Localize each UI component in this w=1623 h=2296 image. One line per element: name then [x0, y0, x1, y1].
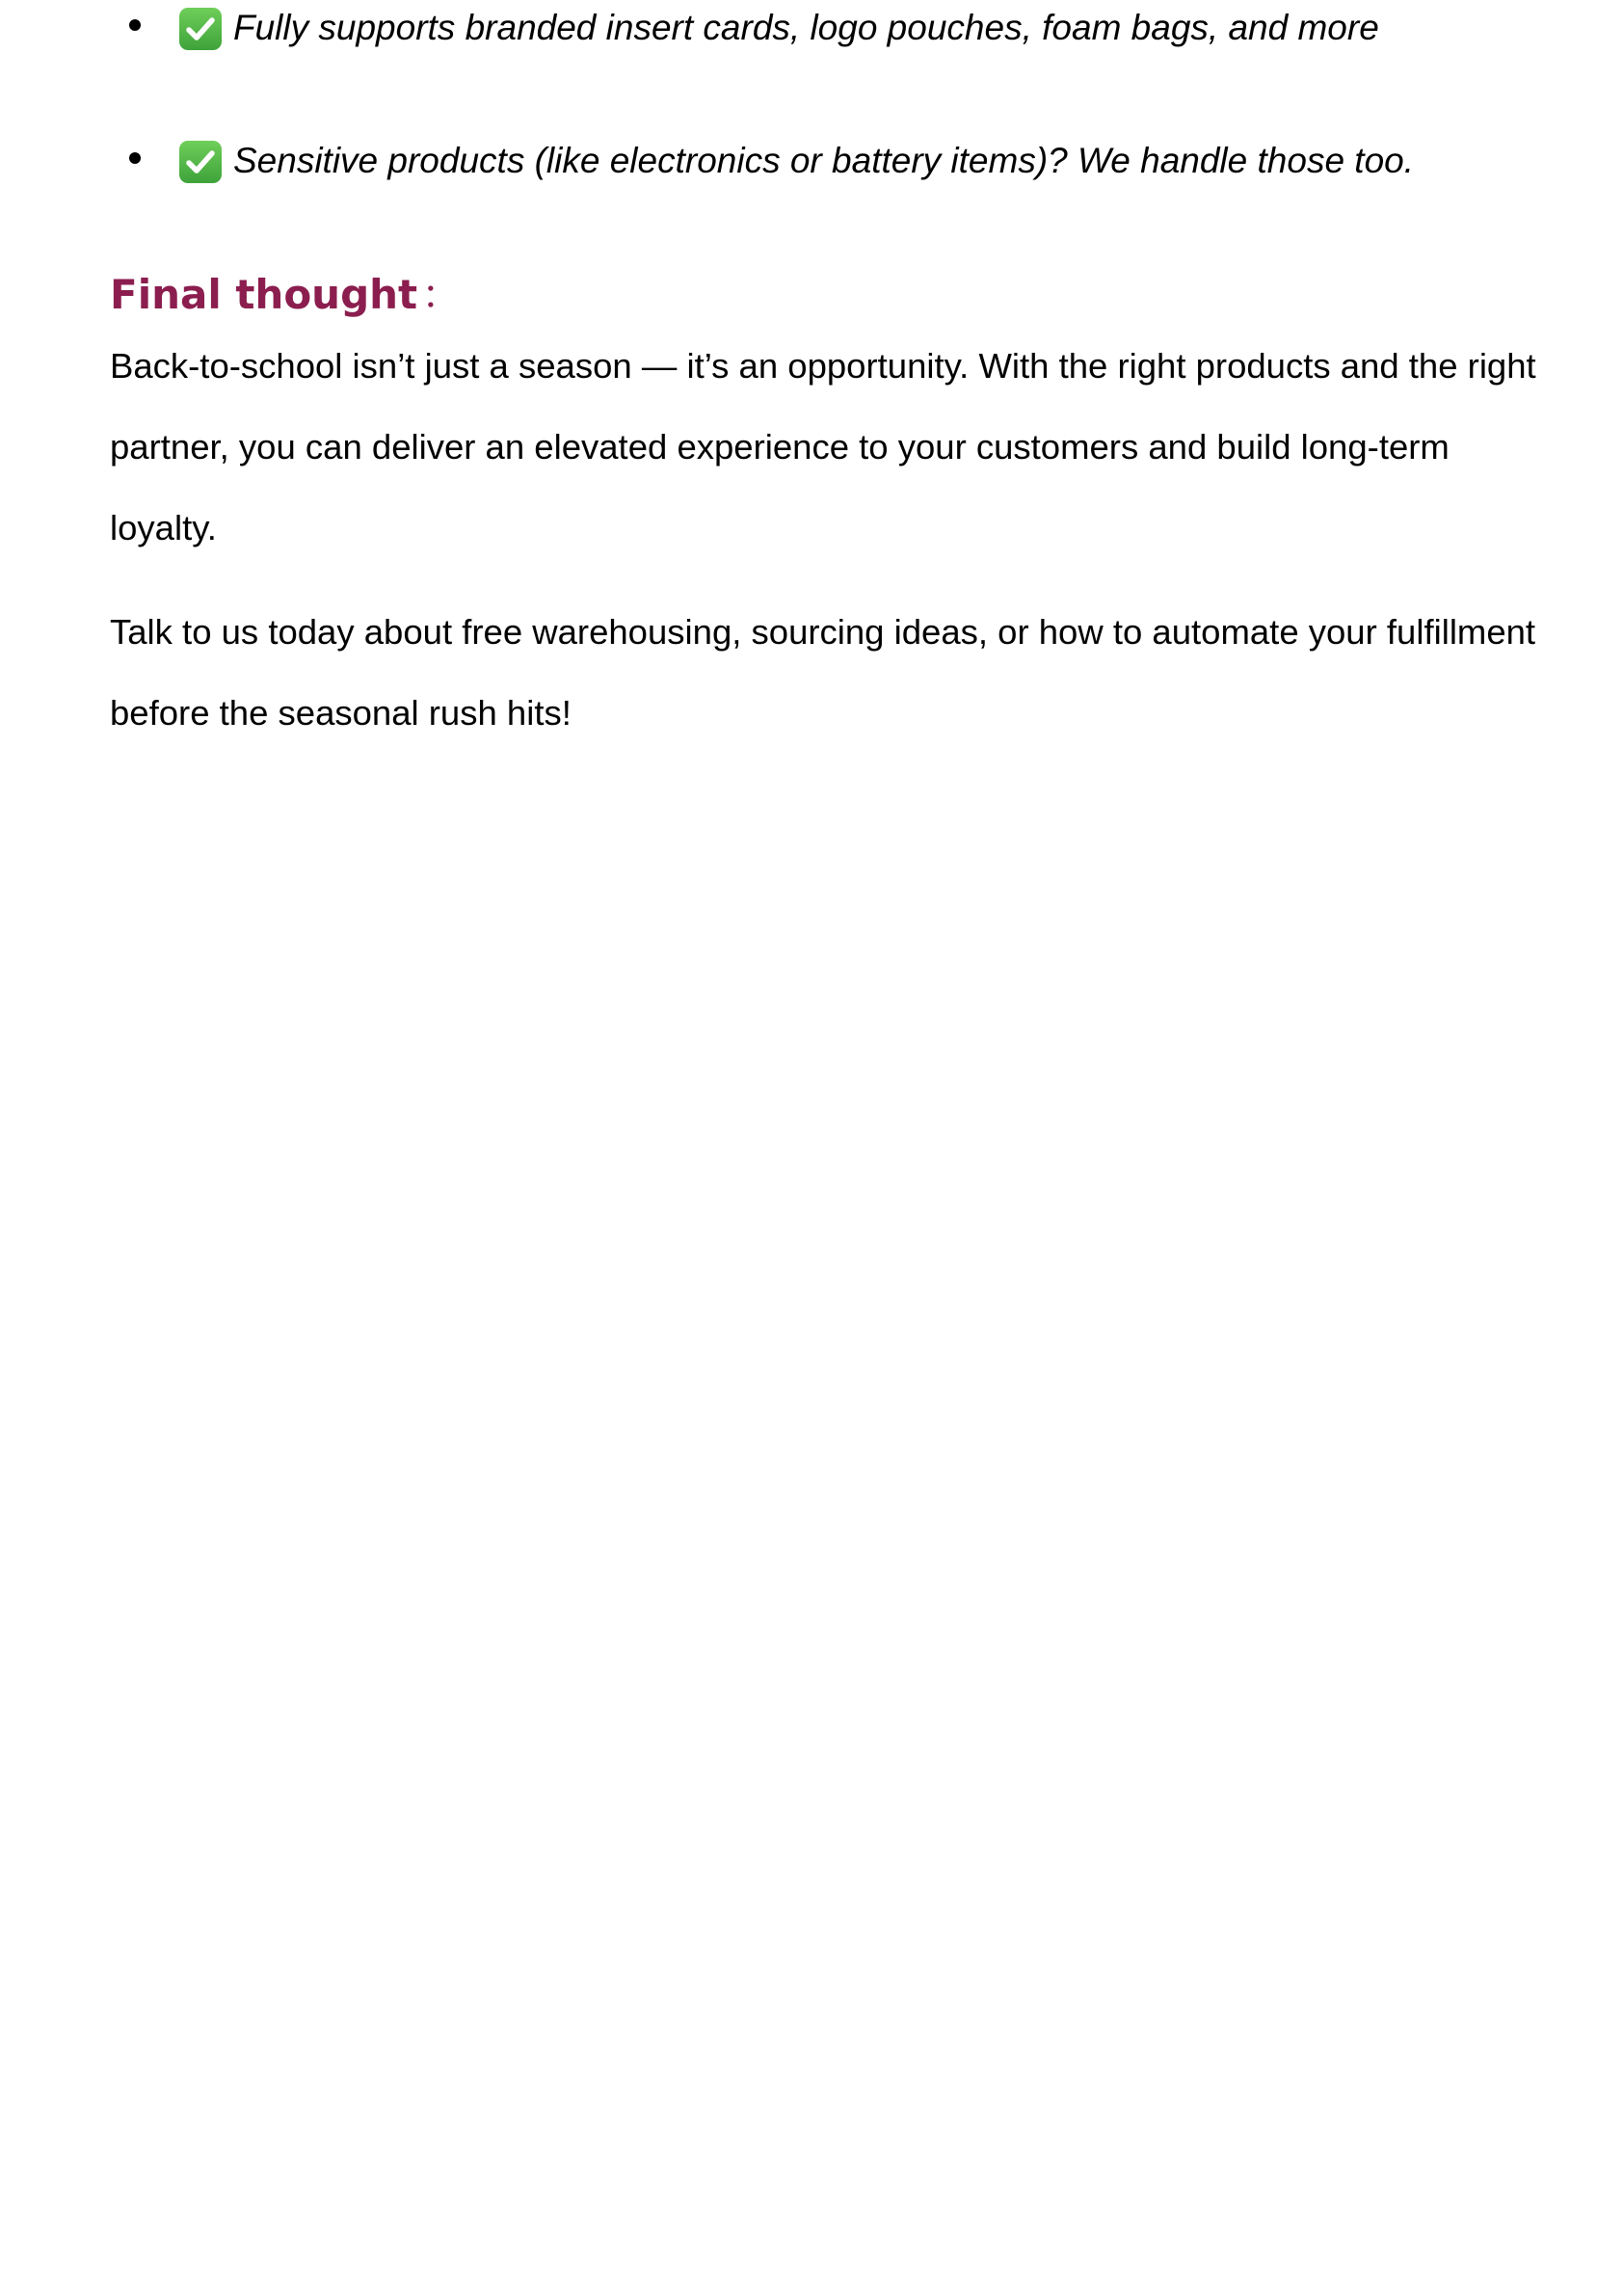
bullet-text: Fully supports branded insert cards, logo pouches, foam bags, and more: [233, 8, 1379, 47]
heading-text: Final thought: [110, 271, 418, 318]
heading-colon: ：: [421, 271, 463, 318]
list-item: [0, 133, 1623, 191]
closing-paragraph: Back-to-school isn’t just a season — it’s an opportunity. With the right products and the right partner, you can deliver an elevated experience to your customers and build long-term loyalty.: [110, 346, 1536, 547]
call-to-action-paragraph: Talk to us today about free warehousing, sourcing ideas, or how to automate your fulfillment before the seasonal rush hits!: [110, 612, 1536, 733]
bullet-text: Sensitive products (like electronics or battery items)? We handle those too.: [233, 141, 1415, 180]
bullet-dot-icon: [129, 152, 141, 164]
bullet-dot-icon: [129, 19, 141, 31]
list-item: [0, 0, 1623, 58]
final-thought-heading: [110, 266, 462, 324]
check-mark-button-icon: [179, 8, 222, 50]
check-mark-button-icon: [179, 141, 222, 183]
